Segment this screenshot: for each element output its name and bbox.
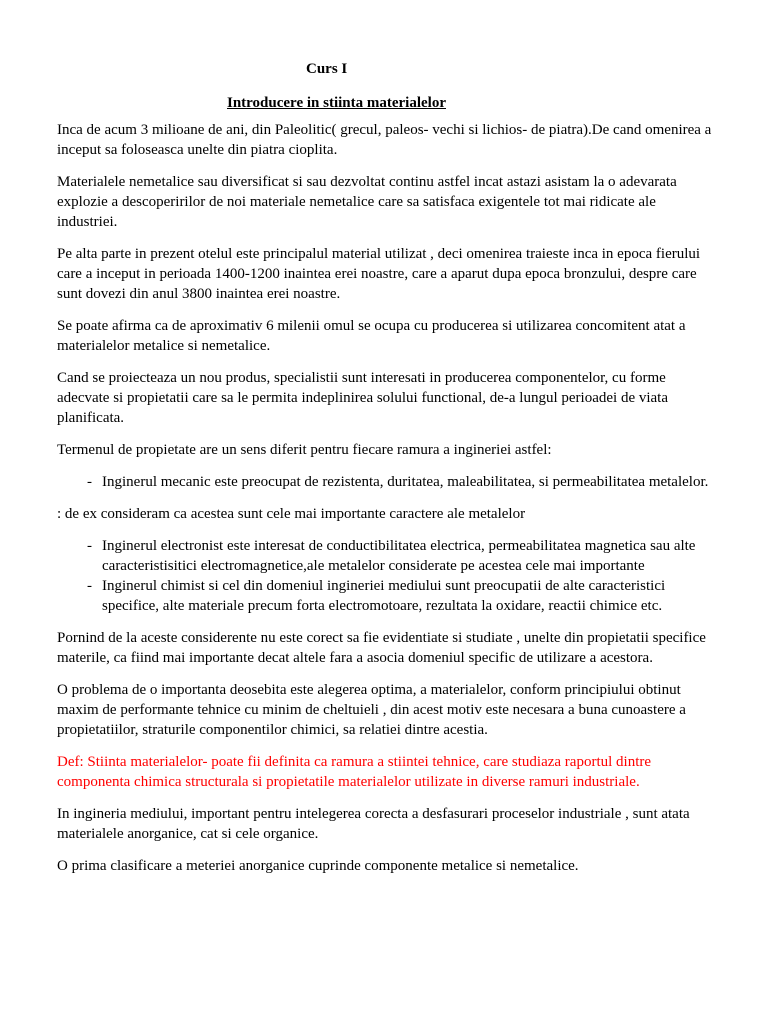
- list-item-text: Inginerul mecanic este preocupat de rezistenta, duritatea, maleabilitatea, si permeabilitatea metalelor.: [102, 474, 709, 490]
- paragraph-9: O problema de o importanta deosebita este alegerea optima, a materialelor, conform principiului obtinut maxim de performante tehnice cu minim de cheltuieli , din acest motiv este necesara a buna cunoastere a propietatiilor, straturile componentilor chimici, sa relatiei dintre acestia.: [57, 682, 686, 738]
- bullet-dash: -: [87, 474, 92, 490]
- list-item-text: Inginerul chimist si cel din domeniul ingineriei mediului sunt preocupatii de alte caracteristici specifice, alte materiale precum forta electromotoare, rezultata la oxidare, reactii chimice etc.: [102, 578, 666, 614]
- paragraph-5: Cand se proiecteaza un nou produs, specialistii sunt interesati in producerea componentelor, cu forme adecvate si propietatii care sa le permita indeplinirea solului functional, de-a lungul perioadei de viata planificata.: [57, 370, 669, 426]
- paragraph-6: Termenul de propietate are un sens diferit pentru fiecare ramura a ingineriei astfel:: [57, 442, 552, 458]
- paragraph-8: Pornind de la aceste considerente nu este corect sa fie evidentiate si studiate , unelte din propietatii specifice materile, ca fiind mai importante decat altele fara a asocia domeniul specific de utilizare a acestora.: [57, 630, 706, 666]
- document-title: Curs I: [306, 61, 348, 77]
- list-item: [57, 576, 717, 616]
- document-subtitle: Introducere in stiinta materialelor: [227, 95, 446, 111]
- paragraph-7: : de ex consideram ca acestea sunt cele mai importante caractere ale metalelor: [57, 506, 526, 522]
- paragraph-4: Se poate afirma ca de aproximativ 6 milenii omul se ocupa cu producerea si utilizarea concomitent atat a materialelor metalice si nemetalice.: [57, 318, 686, 354]
- paragraph-2: Materialele nemetalice sau diversificat si sau dezvoltat continu astfel incat astazi asistam la o adevarata explozie a descoperirilor de noi materiale nemetalice care sa satisfaca exigentele tot mai ridicate ale industriei.: [57, 174, 677, 230]
- paragraph-3: Pe alta parte in prezent otelul este principalul material utilizat , deci omenirea traieste inca in epoca fierului care a inceput in perioada 1400-1200 inaintea erei noastre, care a aparut dupa epoca bronzului, despre care sunt dovezi din anul 3800 inaintea erei noastre.: [57, 246, 701, 302]
- paragraph-11: O prima clasificare a meteriei anorganice cuprinde componente metalice si nemetalice.: [57, 858, 579, 874]
- document-body: [57, 120, 717, 888]
- engineer-list-1: [57, 472, 717, 492]
- list-item: [57, 472, 717, 492]
- list-item-text: Inginerul electronist este interesat de conductibilitatea electrica, permeabilitatea magnetica sau alte caracteristisitici electromagnetice,ale metalelor considerate pe acestea cele mai importante: [102, 538, 696, 574]
- bullet-dash: -: [87, 578, 92, 594]
- engineer-list-2: [57, 536, 717, 616]
- definition-paragraph: Def: Stiinta materialelor- poate fii definita ca ramura a stiintei tehnice, care studiaza raportul dintre componenta chimica structurala si propietatile materialelor utilizate in diverse ramuri industriale.: [57, 754, 652, 790]
- bullet-dash: -: [87, 538, 92, 554]
- paragraph-1: Inca de acum 3 milioane de ani, din Paleolitic( grecul, paleos- vechi si lichios- de piatra).De cand omenirea a inceput sa foloseasca unelte din piatra cioplita.: [57, 122, 712, 158]
- paragraph-10: In ingineria mediului, important pentru intelegerea corecta a desfasurari proceselor industriale , sunt atata materialele anorganice, cat si cele organice.: [57, 806, 690, 842]
- list-item: [57, 536, 717, 576]
